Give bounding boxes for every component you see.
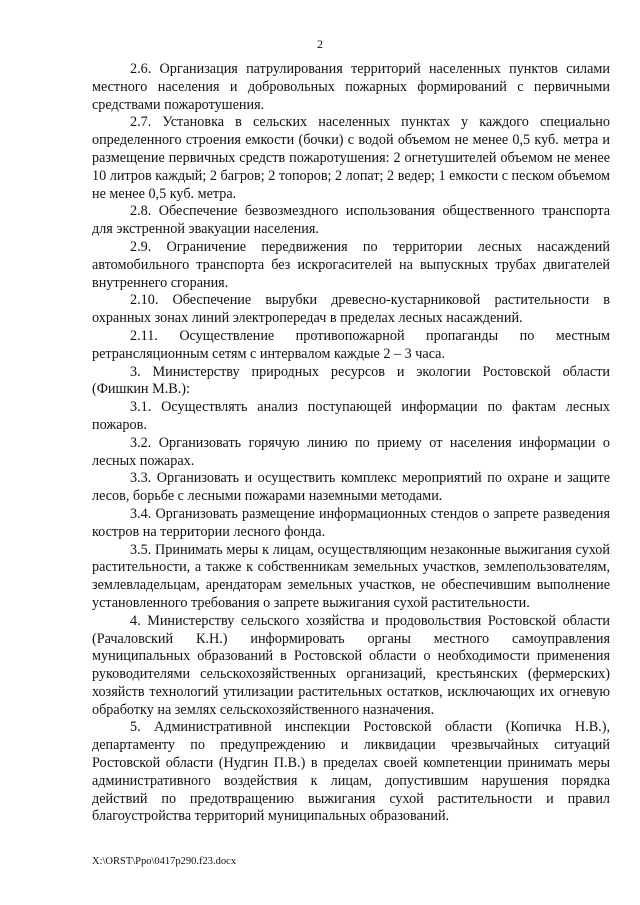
paragraph-5: 5. Административной инспекции Ростовской области (Копичка Н.В.), департаменту по предупреждению и ликвидации чрезвычайных ситуаций Ростовской области (Нудгин П.В.) в пределах своей компетенции принимать меры административного воздействия к лицам, допустившим нарушения порядка действий по предотвращению выжигания сухой растительности и правил благоустройства территорий муниципальных образований.: [92, 719, 610, 825]
paragraph-3-2: 3.2. Организовать горячую линию по приему от населения информации о лесных пожарах.: [92, 434, 610, 469]
document-body: [92, 61, 610, 826]
paragraph-3-1: 3.1. Осуществлять анализ поступающей информации по фактам лесных пожаров.: [92, 399, 610, 433]
paragraph-2-6: 2.6. Организация патрулирования территорий населенных пунктов силами местного населения и добровольных пожарных формирований с первичными средствами пожаротушения.: [92, 61, 610, 113]
paragraph-3-3: 3.3. Организовать и осуществить комплекс мероприятий по охране и защите лесов, борьбе с лесными пожарами наземными методами.: [92, 470, 610, 505]
paragraph-4: 4. Министерству сельского хозяйства и продовольствия Ростовской области (Рачаловский К.Н.) информировать органы местного самоуправления муниципальных образований в Ростовской области о необходимости применения руководителями сельскохозяйственных организаций, крестьянских (фермерских) хозяйств технологий утилизации растительных остатков, исключающих их огневую обработку на землях сельскохозяйственного назначения.: [92, 612, 610, 718]
paragraph-2-8: 2.8. Обеспечение безвозмездного использования общественного транспорта для экстренной эвакуации населения.: [92, 203, 610, 238]
paragraph-2-10: 2.10. Обеспечение вырубки древесно-кустарниковой растительности в охранных зонах линий электропередач в пределах лесных насаждений.: [92, 292, 610, 327]
paragraph-3: 3. Министерству природных ресурсов и экологии Ростовской области (Фишкин М.В.):: [92, 363, 610, 398]
page-number: 2: [317, 37, 323, 51]
paragraph-3-5: 3.5. Принимать меры к лицам, осуществляющим незаконные выжигания сухой растительности, а также к собственникам земельных участков, землепользователям, землевладельцам, арендаторам земельных участков, не обеспечившим выполнение установленного требования о запрете выжигания сухой растительности.: [92, 541, 610, 611]
paragraph-2-7: 2.7. Установка в сельских населенных пунктах у каждого специально определенного строения емкости (бочки) с водой объемом не менее 0,5 куб. метра и размещение первичных средств пожаротушения: 2 огнетушителей объемом не менее 10 литров каждый; 2 багров; 2 топоров; 2 лопат; 2 ведер; 1 емкости с песком объемом не менее 0,5 куб. метра.: [92, 114, 610, 202]
paragraph-2-11: 2.11. Осуществление противопожарной пропаганды по местным ретрансляционным сетям с интервалом каждые 2 – 3 часа.: [92, 327, 610, 362]
file-path-footer: X:\ORST\Ppo\0417p290.f23.docx: [92, 856, 237, 867]
paragraph-3-4: 3.4. Организовать размещение информационных стендов о запрете разведения костров на территории лесного фонда.: [92, 505, 610, 540]
paragraph-2-9: 2.9. Ограничение передвижения по территории лесных насаждений автомобильного транспорта без искрогасителей на выпускных трубах двигателей внутреннего сгорания.: [92, 238, 610, 291]
